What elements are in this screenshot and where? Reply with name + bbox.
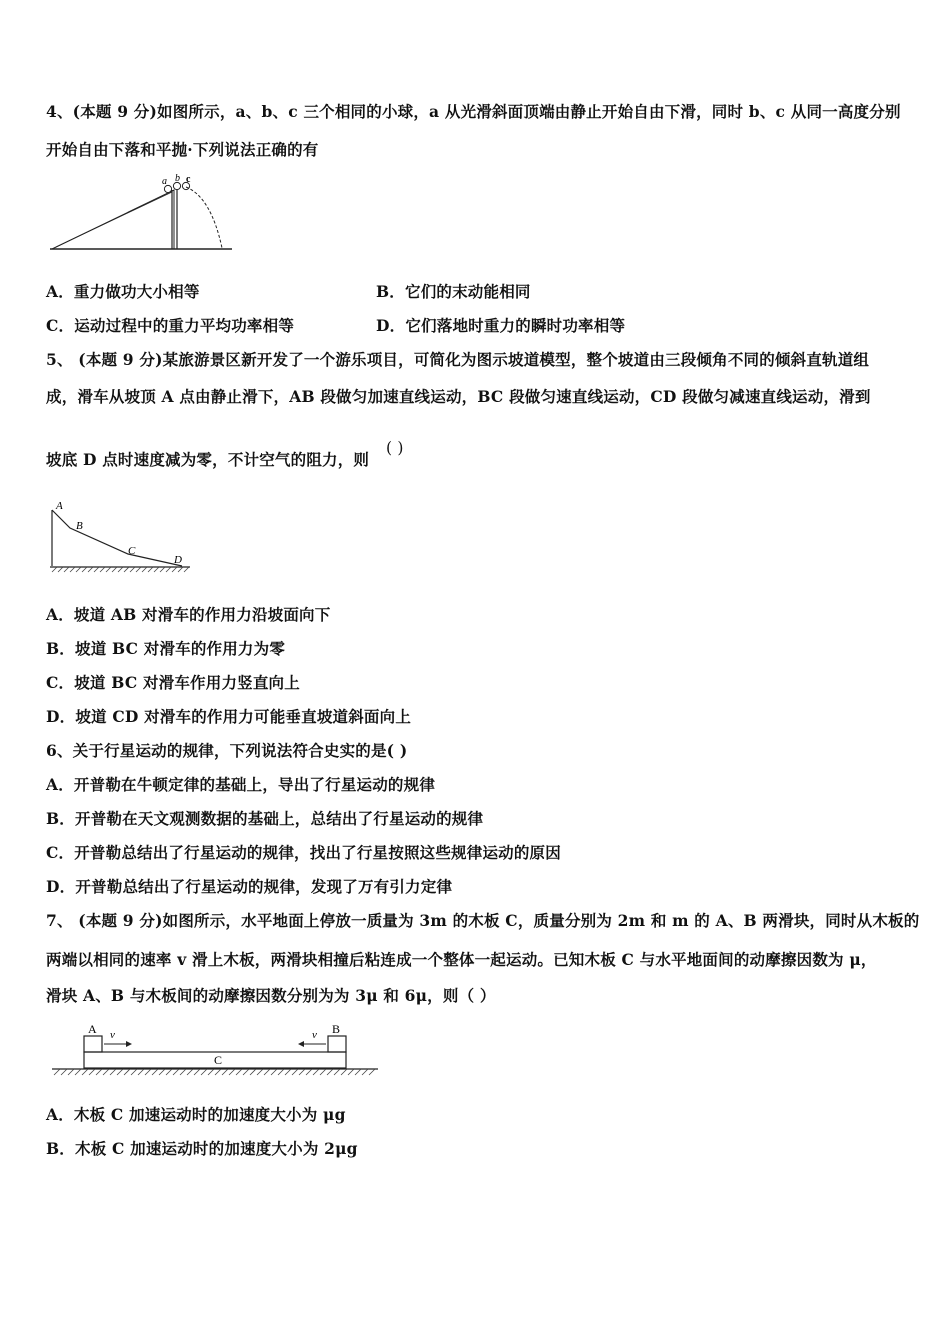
q4-label-c: c [186, 174, 191, 185]
q5-slope-track [52, 510, 182, 566]
q7-ground-hatching [54, 1069, 375, 1075]
q7-label-A: A [88, 1022, 97, 1036]
q7-stem-line2: 两端以相同的速率 v 滑上木板，两滑块相撞后粘连成一个整体一起运动。已知木板 C 与水平地面间的动摩擦因数为 μ， [46, 950, 877, 969]
q7-label-v-left: v [110, 1029, 115, 1041]
q7-option-b: B．木板 C 加速运动时的加速度大小为 2μg [46, 1139, 358, 1158]
q6-option-a: A．开普勒在牛顿定律的基础上，导出了行星运动的规律 [46, 775, 436, 794]
q4-option-d: D．它们落地时重力的瞬时功率相等 [376, 316, 626, 335]
q7-label-C: C [214, 1053, 223, 1067]
q6-stem: 6、关于行星运动的规律，下列说法符合史实的是( ) [46, 741, 408, 760]
q7-stem-line3: 滑块 A、B 与木板间的动摩擦因数分别为为 3μ 和 6μ，则（ ） [46, 986, 496, 1005]
q5-option-c: C．坡道 BC 对滑车作用力竖直向上 [46, 673, 300, 692]
q7-option-a: A．木板 C 加速运动时的加速度大小为 μg [46, 1105, 346, 1124]
q5-stem-line1: 5、 (本题 9 分)某旅游景区新开发了一个游乐项目，可简化为图示坡道模型，整个坡道由三段倾角不同的倾斜直轨道组 [46, 350, 870, 369]
q4-projectile-path [186, 187, 222, 248]
q7-block-B [328, 1036, 346, 1052]
q5-label-D: D [174, 554, 182, 566]
q4-stem-line2: 开始自由下落和平抛·下列说法正确的有 [46, 140, 319, 159]
q6-option-b: B．开普勒在天文观测数据的基础上，总结出了行星运动的规律 [46, 809, 484, 828]
q5-label-C: C [128, 545, 136, 557]
q7-label-B: B [332, 1022, 341, 1036]
q5-ground-hatching [52, 567, 189, 572]
q4-stem-line1: 4、(本题 9 分)如图所示，a、b、c 三个相同的小球，a 从光滑斜面顶端由静止开始自由下滑，同时 b、c 从同一高度分别 [46, 102, 901, 121]
q5-option-a: A．坡道 AB 对滑车的作用力沿坡面向下 [46, 605, 331, 624]
q7-block-A [84, 1036, 102, 1052]
q6-option-c: C．开普勒总结出了行星运动的规律，找出了行星按照这些规律运动的原因 [46, 843, 561, 862]
q7-stem-line1: 7、 (本题 9 分)如图所示，水平地面上停放一质量为 3m 的木板 C，质量分别为 2m 和 m 的 A、B 两滑块，同时从木板的 [46, 911, 920, 930]
q7-figure-board-blocks [50, 1016, 380, 1080]
q5-answer-bracket: ( ) [386, 439, 404, 457]
q5-stem-line2: 成，滑车从坡顶 A 点由静止滑下，AB 段做匀加速直线运动，BC 段做匀速直线运动，CD 段做匀减速直线运动，滑到 [46, 387, 871, 406]
q4-label-b: b [175, 173, 180, 184]
q4-option-c: C．运动过程中的重力平均功率相等 [46, 316, 295, 335]
q4-figure-incline-balls [46, 172, 236, 254]
q4-option-a: A．重力做功大小相等 [46, 282, 200, 301]
q5-label-B: B [76, 520, 83, 532]
q4-label-a: a [162, 176, 167, 187]
q6-option-d: D．开普勒总结出了行星运动的规律，发现了万有引力定律 [46, 877, 453, 896]
q5-label-A: A [56, 500, 63, 512]
q5-option-d: D．坡道 CD 对滑车的作用力可能垂直坡道斜面向上 [46, 707, 412, 726]
q5-stem-line3: 坡底 D 点时速度减为零，不计空气的阻力，则 [46, 450, 370, 469]
q5-figure-slope [46, 496, 196, 578]
q7-label-v-right: v [312, 1029, 317, 1041]
q5-option-b: B．坡道 BC 对滑车的作用力为零 [46, 639, 286, 658]
q4-option-b: B．它们的末动能相同 [376, 282, 531, 301]
